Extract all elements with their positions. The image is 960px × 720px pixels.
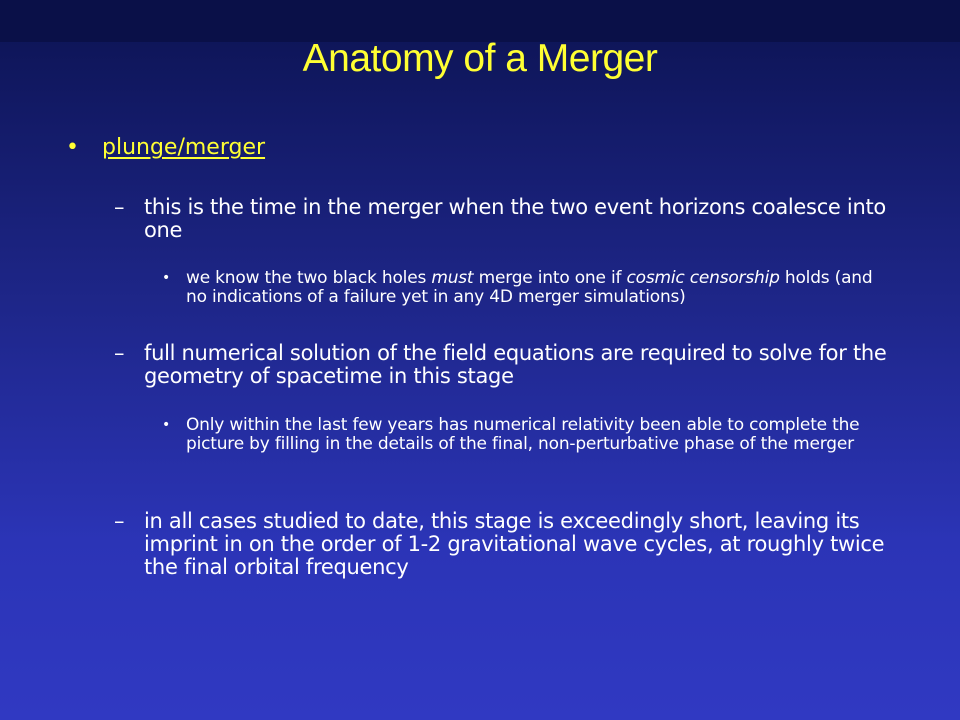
sub-item-text: Only within the last few years has numerical relativity been able to complete the picture by filling in the details of the final, non-perturbative phase of the merger bbox=[186, 415, 860, 454]
dash-marker: – bbox=[114, 509, 125, 533]
dash-item-text: in all cases studied to date, this stage is exceedingly short, leaving its imprint in on the order of 1-2 gravitational wave cycles, at roughly twice the final orbital frequency bbox=[144, 509, 885, 579]
sub-bullet-marker: • bbox=[162, 270, 171, 286]
dash-item-text: full numerical solution of the field equations are required to solve for the geometry of spacetime in this stage bbox=[144, 341, 887, 388]
sub-text-emphasis: must bbox=[431, 268, 474, 288]
sub-text-part: we know the two black holes bbox=[186, 268, 432, 288]
slide-title: Anatomy of a Merger bbox=[302, 37, 658, 80]
dash-marker: – bbox=[114, 341, 125, 365]
sub-text-part: holds (and no indications of a failure yet in any 4D merger simulations) bbox=[186, 268, 873, 307]
sub-text-emphasis: cosmic censorship bbox=[626, 268, 780, 288]
heading-bullet-label: plunge/merger bbox=[102, 135, 266, 160]
dash-marker: – bbox=[114, 195, 125, 219]
sub-text-part: merge into one if bbox=[473, 268, 627, 288]
sub-bullet-marker: • bbox=[162, 417, 171, 433]
bullet-marker: • bbox=[66, 135, 79, 160]
sub-item-text bbox=[186, 269, 886, 307]
dash-item-text: this is the time in the merger when the two event horizons coalesce into one bbox=[144, 195, 886, 242]
